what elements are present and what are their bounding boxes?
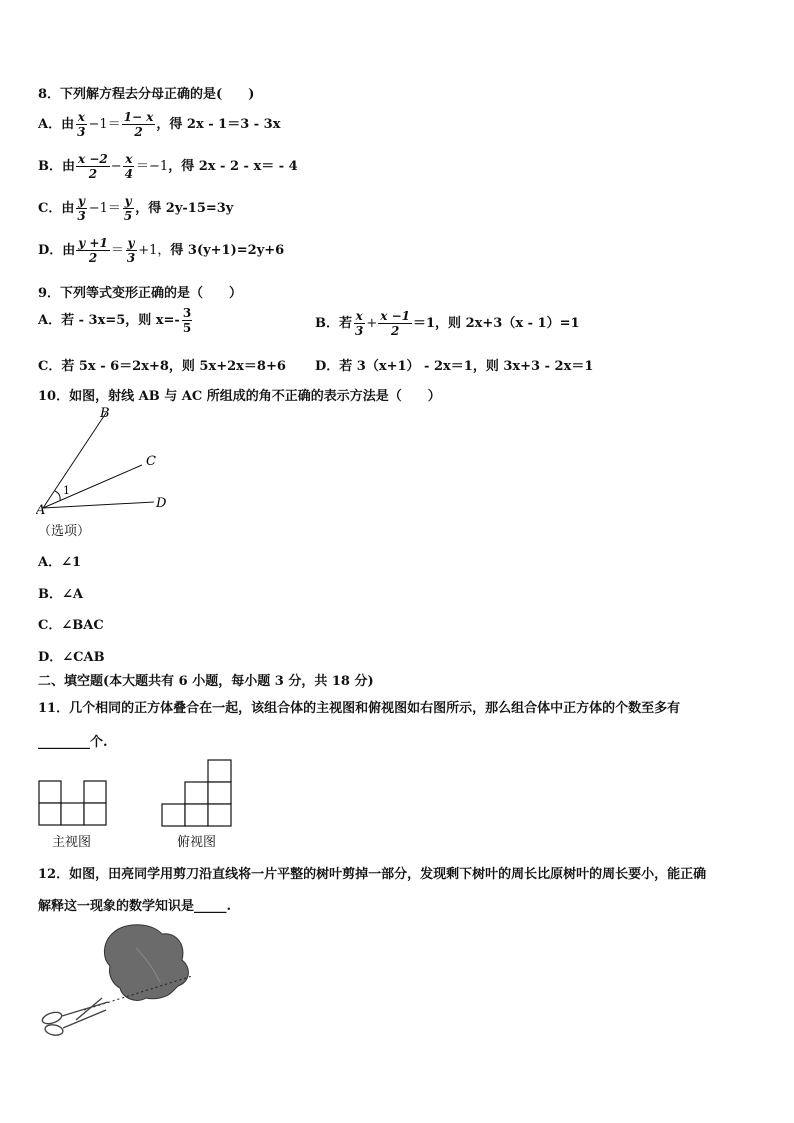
q12-line1: 12．如图，田亮同学用剪刀沿直线将一片平整的树叶剪掉一部分，发现剩下树叶的周长比原树叶的周长要小，能正确 [38,867,707,882]
q9-option-d: D．若 3（x+1） - 2x＝1，则 3x+3 - 2x＝1 [315,359,594,374]
q10-stem: 10．如图，射线 AB 与 AC 所组成的角不正确的表示方法是（ ） [38,389,441,404]
label-c: C [146,454,156,469]
top-cube [208,804,231,826]
ray-ad [43,502,154,508]
angle-arc [55,491,60,500]
front-cube [84,781,106,803]
top-cube [208,760,231,782]
front-view-caption: 主视图 [52,835,92,850]
q10-option-c: C．∠BAC [38,618,104,633]
q8-stem: 8．下列解方程去分母正确的是( ) [38,87,255,102]
top-cube [208,782,231,804]
top-view-figure [161,759,233,829]
top-view-caption: 俯视图 [177,835,217,850]
front-cube [61,803,84,825]
q10-option-b: B．∠A [38,587,83,602]
top-cube [185,804,208,826]
scissors-icon [41,998,108,1036]
leaf [104,925,188,1001]
q8-option-c: C．由 $\frac{y}{3}$ −1＝ $\frac{y}{5}$ ，得 2y-15=3y [38,194,234,223]
front-view-figure [38,760,108,828]
label-a: A [36,503,46,515]
q8-option-b: B．由 $\frac{x -2}{2}$ − $\frac{x}{4}$ ＝−1，得 2x - 2 - x＝ - 4 [38,152,298,181]
q9-stem: 9．下列等式变形正确的是（ ） [38,286,243,301]
q9-option-b: B．若 $\frac{x}{3}$ + $\frac{x -1}{2}$ ＝1，则 2x+3（x - 1）=1 [315,309,580,338]
q10-angle-figure [36,403,176,515]
label-angle-1: 1 [63,484,70,497]
label-b: B [100,406,110,421]
front-cube [39,803,61,825]
q12-line2: 解释这一现象的数学知识是_____. [38,899,232,914]
q10-option-d: D．∠CAB [38,650,105,665]
q9-option-a: A．若 - 3x=5，则 x=- $\frac{3}{5}$ [38,306,192,335]
label-d: D [156,496,167,511]
q8-option-d: D．由 $\frac{y +1}{2}$ ＝ $\frac{y}{3}$ +1，得 3(y+1)=2y+6 [38,236,285,265]
q8-option-a: A．由 $\frac{x}{3}$ −1＝ $\frac{1- x}{2}$ ，得 2x - 1＝3 - 3x [38,110,281,139]
q11-blank: ________个. [38,735,108,750]
section-heading: 二、填空题(本大题共有 6 小题，每小题 3 分，共 18 分) [38,674,374,689]
top-cube [185,782,208,804]
q11-stem: 11．几个相同的正方体叠合在一起，该组合体的主视图和俯视图如右图所示，那么组合体中正方体的个数至多有 [38,701,681,716]
leaf-cut-figure [36,918,196,1038]
ray-ab [43,413,106,508]
top-cube [162,804,185,826]
q10-option-a: A．∠1 [38,555,82,570]
q10-options-note: （选项） [38,524,91,539]
front-cube [84,803,106,825]
q9-option-c: C．若 5x - 6＝2x+8，则 5x+2x＝8+6 [38,359,286,374]
front-cube [39,781,61,803]
